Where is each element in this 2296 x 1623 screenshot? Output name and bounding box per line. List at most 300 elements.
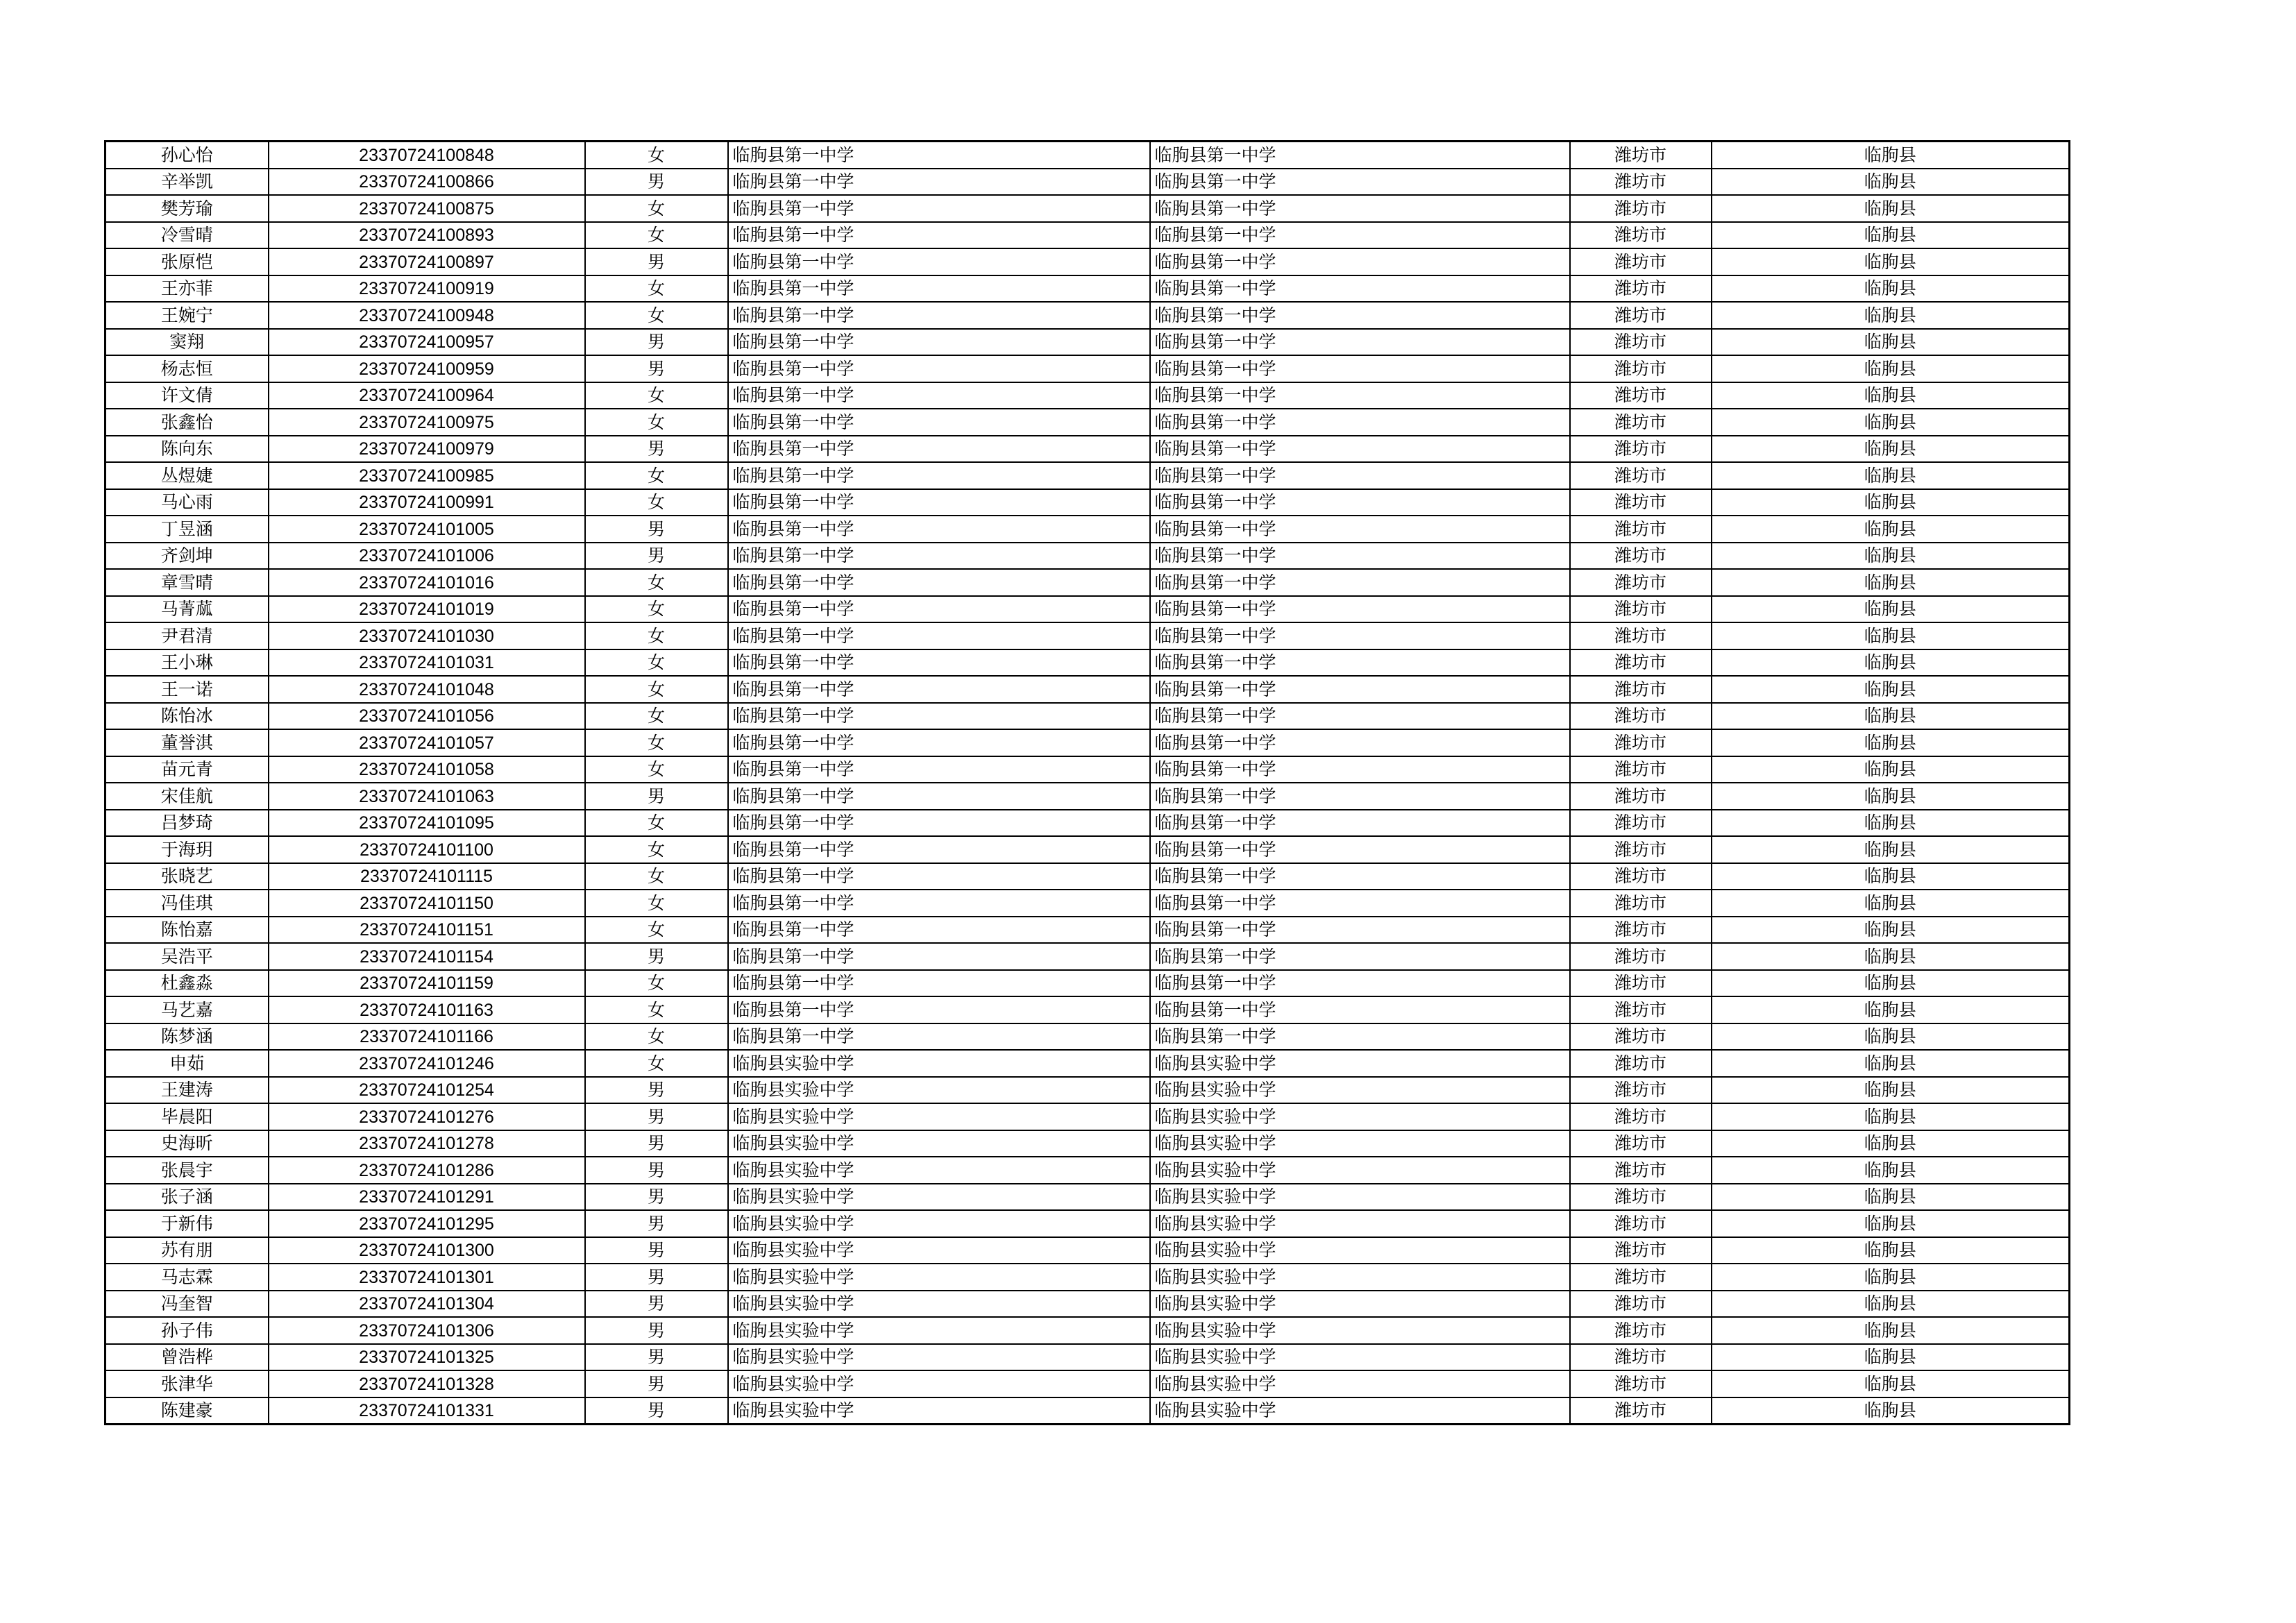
school-cell: 临朐县第一中学: [728, 729, 1150, 756]
county-cell: 临朐县: [1712, 1264, 2070, 1291]
gender-cell: 男: [585, 1130, 728, 1157]
student-name-cell: 辛举凯: [105, 169, 269, 196]
county-cell: 临朐县: [1712, 543, 2070, 570]
student-name-cell: 丁昱涵: [105, 516, 269, 543]
city-cell: 潍坊市: [1570, 1291, 1712, 1318]
school-secondary-cell: 临朐县实验中学: [1150, 1077, 1570, 1104]
exam-id-cell: 23370724101163: [269, 996, 585, 1023]
school-secondary-cell: 临朐县第一中学: [1150, 596, 1570, 623]
city-cell: 潍坊市: [1570, 302, 1712, 329]
school-secondary-cell: 临朐县第一中学: [1150, 543, 1570, 570]
county-cell: 临朐县: [1712, 703, 2070, 730]
table-row: [105, 622, 2070, 649]
county-cell: 临朐县: [1712, 996, 2070, 1023]
student-name-cell: 张子涵: [105, 1184, 269, 1211]
school-secondary-cell: 临朐县第一中学: [1150, 409, 1570, 436]
student-name-cell: 陈建豪: [105, 1397, 269, 1425]
gender-cell: 男: [585, 783, 728, 810]
exam-id-cell: 23370724101031: [269, 649, 585, 677]
table-row: [105, 703, 2070, 730]
county-cell: 临朐县: [1712, 489, 2070, 516]
table-row: [105, 1050, 2070, 1077]
exam-id-cell: 23370724101254: [269, 1077, 585, 1104]
exam-id-cell: 23370724101306: [269, 1317, 585, 1344]
exam-id-cell: 23370724101159: [269, 970, 585, 997]
student-name-cell: 樊芳瑜: [105, 195, 269, 222]
school-secondary-cell: 临朐县实验中学: [1150, 1264, 1570, 1291]
school-cell: 临朐县实验中学: [728, 1264, 1150, 1291]
school-secondary-cell: 临朐县第一中学: [1150, 996, 1570, 1023]
school-secondary-cell: 临朐县实验中学: [1150, 1103, 1570, 1130]
table-row: [105, 1237, 2070, 1264]
table-row: [105, 462, 2070, 489]
exam-id-cell: 23370724101301: [269, 1264, 585, 1291]
gender-cell: 女: [585, 1023, 728, 1051]
table-row: [105, 436, 2070, 463]
exam-id-cell: 23370724101276: [269, 1103, 585, 1130]
county-cell: 临朐县: [1712, 462, 2070, 489]
gender-cell: 男: [585, 1184, 728, 1211]
school-cell: 临朐县第一中学: [728, 917, 1150, 944]
city-cell: 潍坊市: [1570, 863, 1712, 890]
school-cell: 临朐县实验中学: [728, 1157, 1150, 1184]
school-cell: 临朐县第一中学: [728, 275, 1150, 303]
table-row: [105, 142, 2070, 169]
exam-id-cell: 23370724100975: [269, 409, 585, 436]
county-cell: 临朐县: [1712, 169, 2070, 196]
school-secondary-cell: 临朐县第一中学: [1150, 836, 1570, 863]
gender-cell: 女: [585, 222, 728, 249]
school-cell: 临朐县第一中学: [728, 142, 1150, 169]
city-cell: 潍坊市: [1570, 489, 1712, 516]
student-name-cell: 冯佳琪: [105, 890, 269, 917]
gender-cell: 女: [585, 596, 728, 623]
school-cell: 临朐县实验中学: [728, 1130, 1150, 1157]
school-cell: 临朐县第一中学: [728, 703, 1150, 730]
school-secondary-cell: 临朐县第一中学: [1150, 863, 1570, 890]
student-name-cell: 陈怡冰: [105, 703, 269, 730]
gender-cell: 女: [585, 382, 728, 409]
school-cell: 临朐县实验中学: [728, 1370, 1150, 1397]
city-cell: 潍坊市: [1570, 543, 1712, 570]
student-name-cell: 马艺嘉: [105, 996, 269, 1023]
school-cell: 临朐县第一中学: [728, 569, 1150, 596]
county-cell: 临朐县: [1712, 1397, 2070, 1425]
table-row: [105, 195, 2070, 222]
table-row: [105, 355, 2070, 382]
city-cell: 潍坊市: [1570, 970, 1712, 997]
student-name-cell: 杨志恒: [105, 355, 269, 382]
school-cell: 临朐县第一中学: [728, 222, 1150, 249]
city-cell: 潍坊市: [1570, 1210, 1712, 1237]
exam-id-cell: 23370724101304: [269, 1291, 585, 1318]
gender-cell: 女: [585, 142, 728, 169]
exam-id-cell: 23370724101006: [269, 543, 585, 570]
county-cell: 临朐县: [1712, 275, 2070, 303]
city-cell: 潍坊市: [1570, 1023, 1712, 1051]
table-row: [105, 302, 2070, 329]
city-cell: 潍坊市: [1570, 142, 1712, 169]
exam-id-cell: 23370724100979: [269, 436, 585, 463]
student-name-cell: 杜鑫淼: [105, 970, 269, 997]
school-secondary-cell: 临朐县第一中学: [1150, 302, 1570, 329]
table-row: [105, 275, 2070, 303]
city-cell: 潍坊市: [1570, 1077, 1712, 1104]
school-cell: 临朐县第一中学: [728, 329, 1150, 356]
student-name-cell: 张晨宇: [105, 1157, 269, 1184]
student-name-cell: 王小琳: [105, 649, 269, 677]
school-secondary-cell: 临朐县第一中学: [1150, 890, 1570, 917]
exam-id-cell: 23370724101019: [269, 596, 585, 623]
county-cell: 临朐县: [1712, 355, 2070, 382]
school-cell: 临朐县第一中学: [728, 649, 1150, 677]
school-secondary-cell: 临朐县实验中学: [1150, 1157, 1570, 1184]
city-cell: 潍坊市: [1570, 676, 1712, 703]
gender-cell: 女: [585, 302, 728, 329]
gender-cell: 男: [585, 1157, 728, 1184]
student-name-cell: 董誉淇: [105, 729, 269, 756]
student-name-cell: 陈梦涵: [105, 1023, 269, 1051]
county-cell: 临朐县: [1712, 1023, 2070, 1051]
gender-cell: 女: [585, 275, 728, 303]
student-name-cell: 冯奎智: [105, 1291, 269, 1318]
city-cell: 潍坊市: [1570, 569, 1712, 596]
table-row: [105, 1130, 2070, 1157]
school-cell: 临朐县第一中学: [728, 489, 1150, 516]
school-cell: 临朐县第一中学: [728, 1023, 1150, 1051]
county-cell: 临朐县: [1712, 836, 2070, 863]
county-cell: 临朐县: [1712, 943, 2070, 970]
county-cell: 临朐县: [1712, 195, 2070, 222]
county-cell: 临朐县: [1712, 222, 2070, 249]
city-cell: 潍坊市: [1570, 409, 1712, 436]
city-cell: 潍坊市: [1570, 222, 1712, 249]
exam-id-cell: 23370724101005: [269, 516, 585, 543]
school-secondary-cell: 临朐县第一中学: [1150, 436, 1570, 463]
school-secondary-cell: 临朐县第一中学: [1150, 462, 1570, 489]
gender-cell: 男: [585, 1291, 728, 1318]
exam-id-cell: 23370724100959: [269, 355, 585, 382]
table-row: [105, 489, 2070, 516]
school-secondary-cell: 临朐县第一中学: [1150, 195, 1570, 222]
gender-cell: 女: [585, 890, 728, 917]
student-name-cell: 王建涛: [105, 1077, 269, 1104]
table-row: [105, 863, 2070, 890]
school-secondary-cell: 临朐县实验中学: [1150, 1184, 1570, 1211]
exam-id-cell: 23370724100948: [269, 302, 585, 329]
exam-id-cell: 23370724101331: [269, 1397, 585, 1425]
gender-cell: 女: [585, 676, 728, 703]
county-cell: 临朐县: [1712, 1077, 2070, 1104]
school-secondary-cell: 临朐县实验中学: [1150, 1050, 1570, 1077]
city-cell: 潍坊市: [1570, 436, 1712, 463]
county-cell: 临朐县: [1712, 1317, 2070, 1344]
county-cell: 临朐县: [1712, 1210, 2070, 1237]
table-row: [105, 943, 2070, 970]
school-secondary-cell: 临朐县第一中学: [1150, 516, 1570, 543]
table-row: [105, 729, 2070, 756]
city-cell: 潍坊市: [1570, 836, 1712, 863]
county-cell: 临朐县: [1712, 783, 2070, 810]
school-secondary-cell: 临朐县实验中学: [1150, 1130, 1570, 1157]
school-secondary-cell: 临朐县第一中学: [1150, 275, 1570, 303]
county-cell: 临朐县: [1712, 596, 2070, 623]
school-secondary-cell: 临朐县实验中学: [1150, 1397, 1570, 1425]
city-cell: 潍坊市: [1570, 596, 1712, 623]
exam-id-cell: 23370724100875: [269, 195, 585, 222]
school-cell: 临朐县第一中学: [728, 890, 1150, 917]
student-name-cell: 王亦菲: [105, 275, 269, 303]
gender-cell: 女: [585, 1050, 728, 1077]
school-cell: 临朐县第一中学: [728, 516, 1150, 543]
exam-id-cell: 23370724101328: [269, 1370, 585, 1397]
school-secondary-cell: 临朐县第一中学: [1150, 810, 1570, 837]
gender-cell: 男: [585, 1317, 728, 1344]
city-cell: 潍坊市: [1570, 1344, 1712, 1371]
school-secondary-cell: 临朐县第一中学: [1150, 248, 1570, 275]
county-cell: 临朐县: [1712, 516, 2070, 543]
school-secondary-cell: 临朐县第一中学: [1150, 622, 1570, 649]
county-cell: 临朐县: [1712, 1103, 2070, 1130]
school-secondary-cell: 临朐县第一中学: [1150, 676, 1570, 703]
school-cell: 临朐县第一中学: [728, 382, 1150, 409]
school-cell: 临朐县第一中学: [728, 943, 1150, 970]
school-cell: 临朐县第一中学: [728, 996, 1150, 1023]
county-cell: 临朐县: [1712, 248, 2070, 275]
table-row: [105, 890, 2070, 917]
gender-cell: 男: [585, 1264, 728, 1291]
gender-cell: 女: [585, 409, 728, 436]
exam-id-cell: 23370724100964: [269, 382, 585, 409]
exam-id-cell: 23370724101166: [269, 1023, 585, 1051]
table-row: [105, 676, 2070, 703]
county-cell: 临朐县: [1712, 1050, 2070, 1077]
school-secondary-cell: 临朐县第一中学: [1150, 756, 1570, 783]
student-roster-table: [104, 140, 2070, 1425]
school-cell: 临朐县第一中学: [728, 462, 1150, 489]
gender-cell: 男: [585, 329, 728, 356]
student-name-cell: 申茹: [105, 1050, 269, 1077]
exam-id-cell: 23370724101295: [269, 1210, 585, 1237]
school-secondary-cell: 临朐县第一中学: [1150, 1023, 1570, 1051]
school-cell: 临朐县第一中学: [728, 543, 1150, 570]
county-cell: 临朐县: [1712, 863, 2070, 890]
table-row: [105, 248, 2070, 275]
county-cell: 临朐县: [1712, 1130, 2070, 1157]
county-cell: 临朐县: [1712, 649, 2070, 677]
city-cell: 潍坊市: [1570, 462, 1712, 489]
city-cell: 潍坊市: [1570, 622, 1712, 649]
table-row: [105, 1264, 2070, 1291]
gender-cell: 女: [585, 917, 728, 944]
city-cell: 潍坊市: [1570, 783, 1712, 810]
school-secondary-cell: 临朐县第一中学: [1150, 943, 1570, 970]
exam-id-cell: 23370724100893: [269, 222, 585, 249]
gender-cell: 男: [585, 1370, 728, 1397]
school-secondary-cell: 临朐县第一中学: [1150, 783, 1570, 810]
school-cell: 临朐县实验中学: [728, 1397, 1150, 1425]
school-cell: 临朐县第一中学: [728, 836, 1150, 863]
exam-id-cell: 23370724101057: [269, 729, 585, 756]
gender-cell: 女: [585, 729, 728, 756]
city-cell: 潍坊市: [1570, 516, 1712, 543]
gender-cell: 女: [585, 462, 728, 489]
table-row: [105, 1317, 2070, 1344]
student-name-cell: 曾浩桦: [105, 1344, 269, 1371]
city-cell: 潍坊市: [1570, 1397, 1712, 1425]
table-row: [105, 409, 2070, 436]
exam-id-cell: 23370724101278: [269, 1130, 585, 1157]
school-cell: 临朐县实验中学: [728, 1237, 1150, 1264]
school-cell: 临朐县实验中学: [728, 1210, 1150, 1237]
gender-cell: 女: [585, 622, 728, 649]
exam-id-cell: 23370724100957: [269, 329, 585, 356]
exam-id-cell: 23370724101030: [269, 622, 585, 649]
student-name-cell: 苗元青: [105, 756, 269, 783]
county-cell: 临朐县: [1712, 810, 2070, 837]
county-cell: 临朐县: [1712, 142, 2070, 169]
school-cell: 临朐县第一中学: [728, 863, 1150, 890]
table-row: [105, 649, 2070, 677]
table-row: [105, 917, 2070, 944]
student-name-cell: 吕梦琦: [105, 810, 269, 837]
gender-cell: 女: [585, 195, 728, 222]
county-cell: 临朐县: [1712, 1370, 2070, 1397]
student-name-cell: 马志霖: [105, 1264, 269, 1291]
student-name-cell: 吴浩平: [105, 943, 269, 970]
school-cell: 临朐县第一中学: [728, 676, 1150, 703]
city-cell: 潍坊市: [1570, 329, 1712, 356]
table-row: [105, 996, 2070, 1023]
gender-cell: 女: [585, 703, 728, 730]
exam-id-cell: 23370724101100: [269, 836, 585, 863]
county-cell: 临朐县: [1712, 382, 2070, 409]
table-row: [105, 1184, 2070, 1211]
student-name-cell: 毕晨阳: [105, 1103, 269, 1130]
table-row: [105, 810, 2070, 837]
school-secondary-cell: 临朐县第一中学: [1150, 142, 1570, 169]
city-cell: 潍坊市: [1570, 1370, 1712, 1397]
gender-cell: 男: [585, 1077, 728, 1104]
student-name-cell: 窦翔: [105, 329, 269, 356]
gender-cell: 女: [585, 996, 728, 1023]
school-cell: 临朐县实验中学: [728, 1050, 1150, 1077]
exam-id-cell: 23370724100985: [269, 462, 585, 489]
exam-id-cell: 23370724101150: [269, 890, 585, 917]
exam-id-cell: 23370724100866: [269, 169, 585, 196]
table-row: [105, 543, 2070, 570]
school-secondary-cell: 临朐县实验中学: [1150, 1370, 1570, 1397]
school-cell: 临朐县实验中学: [728, 1317, 1150, 1344]
student-name-cell: 章雪晴: [105, 569, 269, 596]
table-row: [105, 382, 2070, 409]
gender-cell: 女: [585, 756, 728, 783]
city-cell: 潍坊市: [1570, 1237, 1712, 1264]
student-name-cell: 于新伟: [105, 1210, 269, 1237]
student-name-cell: 冷雪晴: [105, 222, 269, 249]
student-name-cell: 张鑫怡: [105, 409, 269, 436]
county-cell: 临朐县: [1712, 756, 2070, 783]
school-cell: 临朐县第一中学: [728, 248, 1150, 275]
county-cell: 临朐县: [1712, 1184, 2070, 1211]
gender-cell: 女: [585, 970, 728, 997]
school-secondary-cell: 临朐县实验中学: [1150, 1317, 1570, 1344]
school-cell: 临朐县第一中学: [728, 302, 1150, 329]
gender-cell: 男: [585, 1237, 728, 1264]
county-cell: 临朐县: [1712, 622, 2070, 649]
roster-body: [105, 142, 2070, 1425]
gender-cell: 女: [585, 489, 728, 516]
exam-id-cell: 23370724101246: [269, 1050, 585, 1077]
student-name-cell: 苏有朋: [105, 1237, 269, 1264]
table-row: [105, 1397, 2070, 1425]
gender-cell: 男: [585, 1397, 728, 1425]
gender-cell: 男: [585, 248, 728, 275]
gender-cell: 男: [585, 1210, 728, 1237]
county-cell: 临朐县: [1712, 436, 2070, 463]
roster-sheet: [104, 140, 2068, 1425]
school-secondary-cell: 临朐县实验中学: [1150, 1210, 1570, 1237]
school-cell: 临朐县实验中学: [728, 1103, 1150, 1130]
table-row: [105, 1023, 2070, 1051]
student-name-cell: 陈怡嘉: [105, 917, 269, 944]
student-name-cell: 张原恺: [105, 248, 269, 275]
school-cell: 临朐县第一中学: [728, 970, 1150, 997]
county-cell: 临朐县: [1712, 1344, 2070, 1371]
school-cell: 临朐县第一中学: [728, 436, 1150, 463]
county-cell: 临朐县: [1712, 890, 2070, 917]
school-secondary-cell: 临朐县第一中学: [1150, 329, 1570, 356]
table-row: [105, 970, 2070, 997]
table-row: [105, 169, 2070, 196]
city-cell: 潍坊市: [1570, 756, 1712, 783]
exam-id-cell: 23370724101154: [269, 943, 585, 970]
student-name-cell: 尹君清: [105, 622, 269, 649]
city-cell: 潍坊市: [1570, 1184, 1712, 1211]
exam-id-cell: 23370724101016: [269, 569, 585, 596]
school-cell: 临朐县第一中学: [728, 195, 1150, 222]
school-secondary-cell: 临朐县第一中学: [1150, 729, 1570, 756]
gender-cell: 女: [585, 863, 728, 890]
student-name-cell: 王婉宁: [105, 302, 269, 329]
table-row: [105, 1210, 2070, 1237]
school-secondary-cell: 临朐县实验中学: [1150, 1291, 1570, 1318]
student-name-cell: 许文倩: [105, 382, 269, 409]
student-name-cell: 于海玥: [105, 836, 269, 863]
city-cell: 潍坊市: [1570, 729, 1712, 756]
gender-cell: 男: [585, 1103, 728, 1130]
exam-id-cell: 23370724101151: [269, 917, 585, 944]
school-cell: 临朐县第一中学: [728, 756, 1150, 783]
school-secondary-cell: 临朐县第一中学: [1150, 917, 1570, 944]
county-cell: 临朐县: [1712, 1237, 2070, 1264]
exam-id-cell: 23370724101063: [269, 783, 585, 810]
table-row: [105, 1370, 2070, 1397]
student-name-cell: 王一诺: [105, 676, 269, 703]
school-cell: 临朐县第一中学: [728, 810, 1150, 837]
school-secondary-cell: 临朐县第一中学: [1150, 169, 1570, 196]
school-secondary-cell: 临朐县第一中学: [1150, 970, 1570, 997]
student-name-cell: 丛煜婕: [105, 462, 269, 489]
exam-id-cell: 23370724101115: [269, 863, 585, 890]
county-cell: 临朐县: [1712, 1291, 2070, 1318]
student-name-cell: 孙子伟: [105, 1317, 269, 1344]
city-cell: 潍坊市: [1570, 1130, 1712, 1157]
city-cell: 潍坊市: [1570, 1157, 1712, 1184]
county-cell: 临朐县: [1712, 409, 2070, 436]
city-cell: 潍坊市: [1570, 810, 1712, 837]
exam-id-cell: 23370724101056: [269, 703, 585, 730]
